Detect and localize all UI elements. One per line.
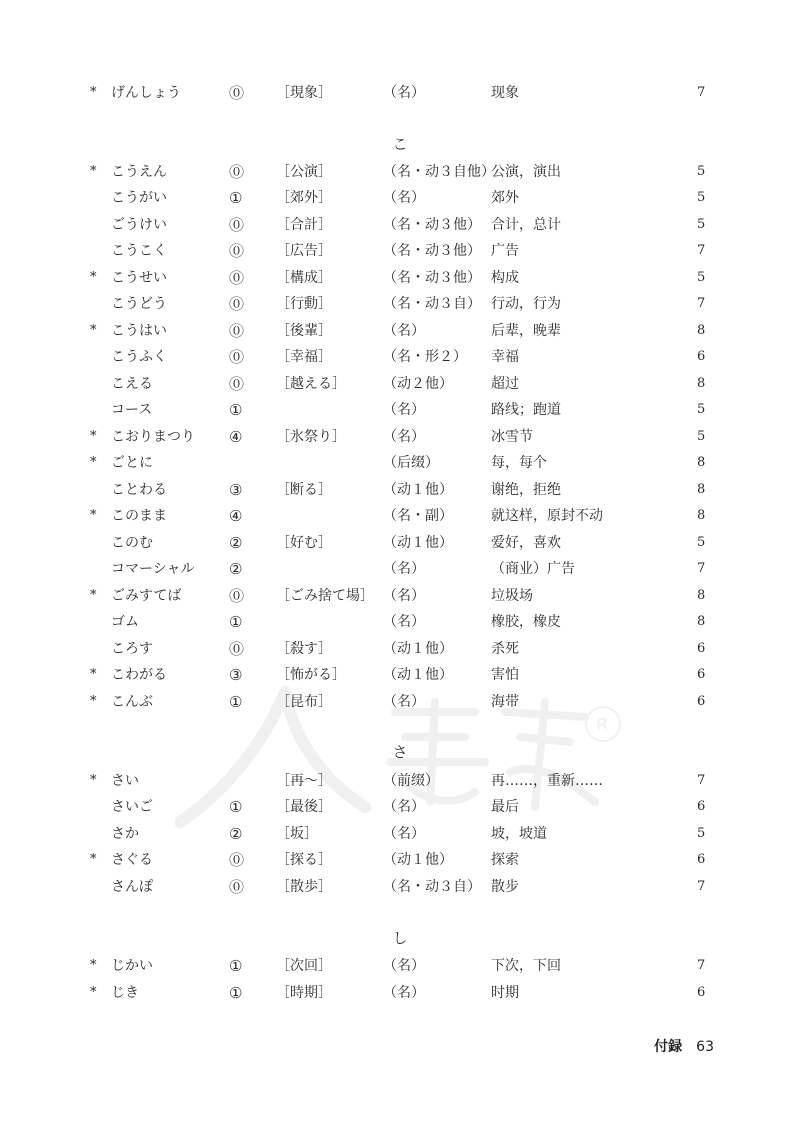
chinese-meaning: 谢绝，拒绝 bbox=[491, 482, 561, 498]
kanji-form: ［行動］ bbox=[276, 296, 332, 312]
part-of-speech: （名・动３他） bbox=[383, 243, 481, 259]
accent-mark: ② bbox=[229, 825, 243, 843]
vocab-row bbox=[0, 636, 794, 662]
lesson-number: 7 bbox=[697, 243, 706, 258]
chinese-meaning: 超过 bbox=[491, 376, 519, 392]
vocab-row bbox=[0, 265, 794, 291]
kana-reading: こうこく bbox=[111, 243, 167, 259]
kanji-form: ［現象］ bbox=[276, 85, 332, 101]
lesson-number: 5 bbox=[697, 270, 706, 285]
vocab-row bbox=[0, 821, 794, 847]
kanji-form: ［次回］ bbox=[276, 958, 332, 974]
vocab-row bbox=[0, 980, 794, 1006]
accent-mark: ① bbox=[229, 189, 243, 207]
chinese-meaning: 构成 bbox=[491, 270, 519, 286]
lesson-number: 8 bbox=[697, 376, 706, 391]
lesson-number: 7 bbox=[697, 85, 706, 100]
vocab-row bbox=[0, 503, 794, 529]
lesson-number: 7 bbox=[697, 879, 706, 894]
kanji-form: ［最後］ bbox=[276, 799, 332, 815]
vocab-row bbox=[0, 609, 794, 635]
vocab-row bbox=[0, 583, 794, 609]
kana-reading: さいご bbox=[111, 799, 153, 815]
part-of-speech: （名） bbox=[383, 985, 425, 1001]
vocab-row bbox=[0, 953, 794, 979]
chinese-meaning: 后辈，晚辈 bbox=[491, 323, 561, 339]
star-mark: * bbox=[90, 852, 97, 867]
vocab-row bbox=[0, 689, 794, 715]
kana-reading: こうがい bbox=[111, 190, 167, 206]
accent-mark: ① bbox=[229, 984, 243, 1002]
vocab-row bbox=[0, 80, 794, 106]
chinese-meaning: 现象 bbox=[491, 85, 519, 101]
accent-mark: ⓪ bbox=[229, 587, 245, 605]
part-of-speech: （名） bbox=[383, 85, 425, 101]
vocab-row bbox=[0, 450, 794, 476]
vocab-row bbox=[0, 238, 794, 264]
star-mark: * bbox=[90, 985, 97, 1000]
kanji-form: ［坂］ bbox=[276, 826, 318, 842]
star-mark: * bbox=[90, 85, 97, 100]
part-of-speech: （名） bbox=[383, 323, 425, 339]
chinese-meaning: 垃圾场 bbox=[491, 588, 533, 604]
part-of-speech: （名・动３自） bbox=[383, 296, 481, 312]
kana-reading: このまま bbox=[111, 508, 167, 524]
kanji-form: ［時期］ bbox=[276, 985, 332, 1001]
kanji-form: ［好む］ bbox=[276, 535, 332, 551]
accent-mark: ⓪ bbox=[229, 84, 245, 102]
kana-reading: こうせい bbox=[111, 270, 167, 286]
vocab-row bbox=[0, 662, 794, 688]
accent-mark: ① bbox=[229, 957, 243, 975]
kana-reading: げんしょう bbox=[111, 85, 181, 101]
kanji-form: ［散歩］ bbox=[276, 879, 332, 895]
chinese-meaning: （商业）广告 bbox=[491, 561, 575, 577]
lesson-number: 6 bbox=[697, 667, 706, 682]
part-of-speech: （动２他） bbox=[383, 376, 453, 392]
lesson-number: 8 bbox=[697, 588, 706, 603]
part-of-speech: （名・形２） bbox=[383, 349, 467, 365]
accent-mark: ⓪ bbox=[229, 269, 245, 287]
star-mark: * bbox=[90, 270, 97, 285]
kanji-form: ［越える］ bbox=[276, 376, 346, 392]
part-of-speech: （名・副） bbox=[383, 508, 453, 524]
accent-mark: ⓪ bbox=[229, 348, 245, 366]
vocab-row bbox=[0, 530, 794, 556]
chinese-meaning: 行动，行为 bbox=[491, 296, 561, 312]
kana-reading: ごとに bbox=[111, 455, 153, 471]
kana-reading: じき bbox=[111, 985, 139, 1001]
part-of-speech: （名） bbox=[383, 614, 425, 630]
kana-reading: ごうけい bbox=[111, 217, 167, 233]
section-heading: こ bbox=[392, 135, 408, 153]
accent-mark: ③ bbox=[229, 481, 243, 499]
lesson-number: 6 bbox=[697, 349, 706, 364]
vocab-row bbox=[0, 847, 794, 873]
lesson-number: 5 bbox=[697, 164, 706, 179]
kana-reading: こうふく bbox=[111, 349, 167, 365]
star-mark: * bbox=[90, 588, 97, 603]
chinese-meaning: 橡胶，橡皮 bbox=[491, 614, 561, 630]
kana-reading: ゴム bbox=[111, 614, 139, 630]
vocab-row bbox=[0, 768, 794, 794]
lesson-number: 5 bbox=[697, 217, 706, 232]
part-of-speech: （动１他） bbox=[383, 535, 453, 551]
kana-reading: こうえん bbox=[111, 164, 167, 180]
chinese-meaning: 害怕 bbox=[491, 667, 519, 683]
accent-mark: ⓪ bbox=[229, 851, 245, 869]
lesson-number: 8 bbox=[697, 508, 706, 523]
accent-mark: ⓪ bbox=[229, 242, 245, 260]
accent-mark: ⓪ bbox=[229, 163, 245, 181]
part-of-speech: （名・动３自他） bbox=[383, 164, 495, 180]
kanji-form: ［広告］ bbox=[276, 243, 332, 259]
kana-reading: ころす bbox=[111, 641, 153, 657]
vocab-row bbox=[0, 212, 794, 238]
vocab-row bbox=[0, 556, 794, 582]
lesson-number: 5 bbox=[697, 190, 706, 205]
kanji-form: ［ごみ捨て場］ bbox=[276, 588, 374, 604]
lesson-number: 8 bbox=[697, 482, 706, 497]
star-mark: * bbox=[90, 455, 97, 470]
part-of-speech: （名・动３自） bbox=[383, 879, 481, 895]
part-of-speech: （名） bbox=[383, 694, 425, 710]
kana-reading: コース bbox=[111, 402, 153, 418]
part-of-speech: （后缀） bbox=[383, 455, 439, 471]
accent-mark: ④ bbox=[229, 507, 243, 525]
kana-reading: じかい bbox=[111, 958, 153, 974]
kana-reading: さか bbox=[111, 826, 139, 842]
accent-mark: ⓪ bbox=[229, 375, 245, 393]
chinese-meaning: 再……，重新…… bbox=[491, 773, 603, 789]
chinese-meaning: 坡，坡道 bbox=[491, 826, 547, 842]
lesson-number: 6 bbox=[697, 985, 706, 1000]
lesson-number: 5 bbox=[697, 535, 706, 550]
footer-label: 付録 bbox=[654, 1039, 683, 1055]
star-mark: * bbox=[90, 773, 97, 788]
kana-reading: こえる bbox=[111, 376, 153, 392]
part-of-speech: （名・动３他） bbox=[383, 270, 481, 286]
accent-mark: ① bbox=[229, 693, 243, 711]
kanji-form: ［殺す］ bbox=[276, 641, 332, 657]
kana-reading: さんぽ bbox=[111, 879, 153, 895]
vocab-row bbox=[0, 477, 794, 503]
star-mark: * bbox=[90, 164, 97, 179]
chinese-meaning: 公演，演出 bbox=[491, 164, 561, 180]
accent-mark: ⓪ bbox=[229, 640, 245, 658]
vocab-row bbox=[0, 874, 794, 900]
page-number: 63 bbox=[696, 1039, 714, 1055]
part-of-speech: （名・动３他） bbox=[383, 217, 481, 233]
section-heading: し bbox=[392, 929, 408, 947]
lesson-number: 7 bbox=[697, 296, 706, 311]
star-mark: * bbox=[90, 323, 97, 338]
lesson-number: 8 bbox=[697, 323, 706, 338]
vocab-row bbox=[0, 185, 794, 211]
page-footer bbox=[654, 1036, 714, 1056]
accent-mark: ② bbox=[229, 534, 243, 552]
chinese-meaning: 幸福 bbox=[491, 349, 519, 365]
kanji-form: ［昆布］ bbox=[276, 694, 332, 710]
part-of-speech: （名） bbox=[383, 402, 425, 418]
lesson-number: 7 bbox=[697, 958, 706, 973]
vocab-row bbox=[0, 159, 794, 185]
chinese-meaning: 爱好，喜欢 bbox=[491, 535, 561, 551]
part-of-speech: （名） bbox=[383, 561, 425, 577]
kana-reading: さぐる bbox=[111, 852, 153, 868]
accent-mark: ⓪ bbox=[229, 216, 245, 234]
vocab-row bbox=[0, 424, 794, 450]
chinese-meaning: 海带 bbox=[491, 694, 519, 710]
accent-mark: ① bbox=[229, 401, 243, 419]
kana-reading: コマーシャル bbox=[111, 561, 195, 577]
vocab-row bbox=[0, 371, 794, 397]
kanji-form: ［合計］ bbox=[276, 217, 332, 233]
lesson-number: 5 bbox=[697, 429, 706, 444]
vocab-row bbox=[0, 794, 794, 820]
kana-reading: こわがる bbox=[111, 667, 167, 683]
lesson-number: 6 bbox=[697, 694, 706, 709]
chinese-meaning: 时期 bbox=[491, 985, 519, 1001]
vocab-row bbox=[0, 397, 794, 423]
lesson-number: 8 bbox=[697, 614, 706, 629]
chinese-meaning: 就这样，原封不动 bbox=[491, 508, 603, 524]
kana-reading: こうどう bbox=[111, 296, 167, 312]
section-heading: さ bbox=[392, 743, 408, 761]
part-of-speech: （动１他） bbox=[383, 852, 453, 868]
lesson-number: 7 bbox=[697, 773, 706, 788]
kana-reading: さい bbox=[111, 773, 139, 789]
chinese-meaning: 下次，下回 bbox=[491, 958, 561, 974]
kanji-form: ［怖がる］ bbox=[276, 667, 346, 683]
chinese-meaning: 冰雪节 bbox=[491, 429, 533, 445]
lesson-number: 7 bbox=[697, 561, 706, 576]
star-mark: * bbox=[90, 667, 97, 682]
vocab-row bbox=[0, 344, 794, 370]
star-mark: * bbox=[90, 694, 97, 709]
lesson-number: 6 bbox=[697, 799, 706, 814]
accent-mark: ⓪ bbox=[229, 322, 245, 340]
part-of-speech: （名） bbox=[383, 799, 425, 815]
lesson-number: 6 bbox=[697, 852, 706, 867]
lesson-number: 6 bbox=[697, 641, 706, 656]
chinese-meaning: 广告 bbox=[491, 243, 519, 259]
chinese-meaning: 路线；跑道 bbox=[491, 402, 561, 418]
lesson-number: 5 bbox=[697, 826, 706, 841]
kanji-form: ［後輩］ bbox=[276, 323, 332, 339]
kana-reading: ことわる bbox=[111, 482, 167, 498]
accent-mark: ⓪ bbox=[229, 878, 245, 896]
accent-mark: ⓪ bbox=[229, 295, 245, 313]
star-mark: * bbox=[90, 508, 97, 523]
kanji-form: ［郊外］ bbox=[276, 190, 332, 206]
kanji-form: ［探る］ bbox=[276, 852, 332, 868]
chinese-meaning: 散步 bbox=[491, 879, 519, 895]
kana-reading: このむ bbox=[111, 535, 153, 551]
accent-mark: ① bbox=[229, 798, 243, 816]
chinese-meaning: 合计，总计 bbox=[491, 217, 561, 233]
svg-text:R: R bbox=[596, 715, 609, 736]
part-of-speech: （动１他） bbox=[383, 641, 453, 657]
chinese-meaning: 每，每个 bbox=[491, 455, 547, 471]
part-of-speech: （名） bbox=[383, 588, 425, 604]
accent-mark: ③ bbox=[229, 666, 243, 684]
kana-reading: こんぶ bbox=[111, 694, 153, 710]
lesson-number: 5 bbox=[697, 402, 706, 417]
kanji-form: ［公演］ bbox=[276, 164, 332, 180]
chinese-meaning: 探索 bbox=[491, 852, 519, 868]
part-of-speech: （名） bbox=[383, 190, 425, 206]
chinese-meaning: 郊外 bbox=[491, 190, 519, 206]
accent-mark: ① bbox=[229, 613, 243, 631]
star-mark: * bbox=[90, 958, 97, 973]
kanji-form: ［再～］ bbox=[276, 773, 332, 789]
accent-mark: ② bbox=[229, 560, 243, 578]
kanji-form: ［幸福］ bbox=[276, 349, 332, 365]
accent-mark: ④ bbox=[229, 428, 243, 446]
kanji-form: ［断る］ bbox=[276, 482, 332, 498]
part-of-speech: （动１他） bbox=[383, 667, 453, 683]
kana-reading: ごみすてば bbox=[111, 588, 182, 604]
part-of-speech: （动１他） bbox=[383, 482, 453, 498]
chinese-meaning: 杀死 bbox=[491, 641, 519, 657]
part-of-speech: （名） bbox=[383, 826, 425, 842]
vocab-row bbox=[0, 291, 794, 317]
part-of-speech: （前缀） bbox=[383, 773, 439, 789]
lesson-number: 8 bbox=[697, 455, 706, 470]
part-of-speech: （名） bbox=[383, 958, 425, 974]
kana-reading: こおりまつり bbox=[111, 429, 195, 445]
vocab-row bbox=[0, 318, 794, 344]
chinese-meaning: 最后 bbox=[491, 799, 519, 815]
star-mark: * bbox=[90, 429, 97, 444]
kana-reading: こうはい bbox=[111, 323, 167, 339]
kanji-form: ［構成］ bbox=[276, 270, 332, 286]
kanji-form: ［氷祭り］ bbox=[276, 429, 346, 445]
part-of-speech: （名） bbox=[383, 429, 425, 445]
